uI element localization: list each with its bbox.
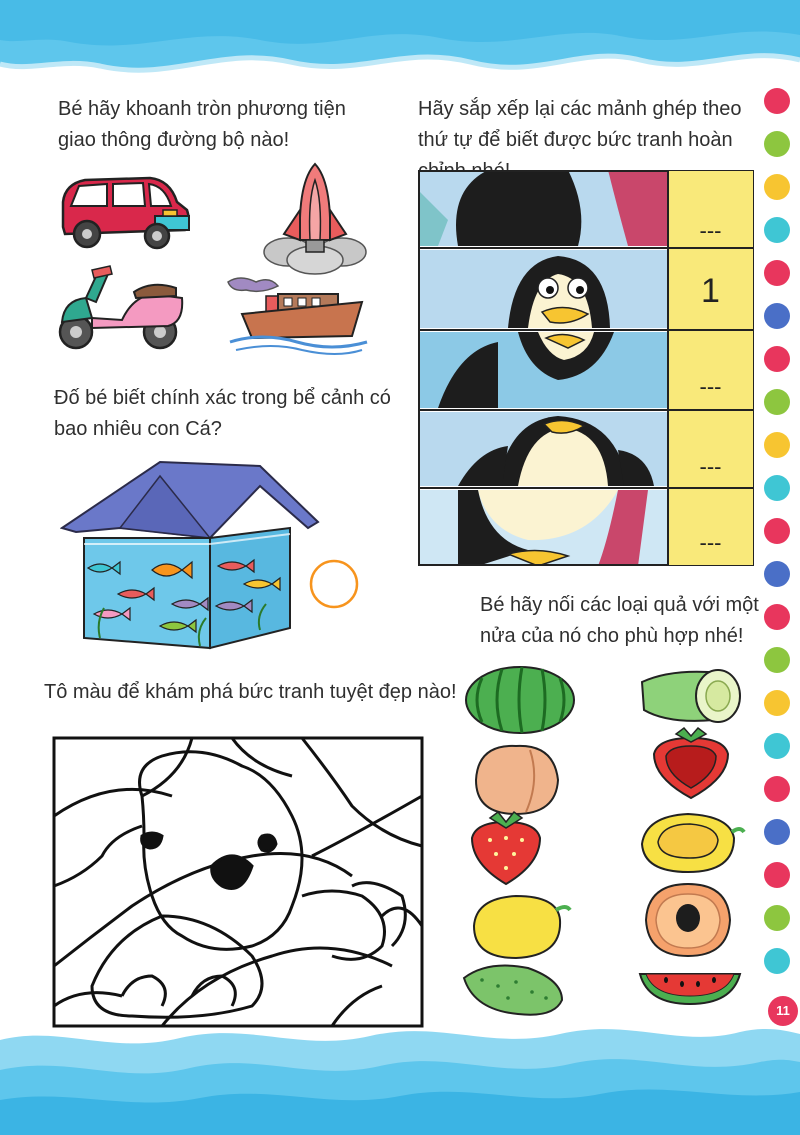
decor-dot — [764, 260, 790, 286]
rocket-illustration[interactable] — [260, 160, 370, 278]
puzzle-piece-2[interactable] — [418, 250, 668, 328]
decor-dot — [764, 174, 790, 200]
mango-whole[interactable] — [466, 890, 574, 962]
puzzle-piece-4[interactable] — [418, 412, 668, 486]
decor-dot — [764, 905, 790, 931]
top-wave-decoration — [0, 0, 800, 95]
decor-dot — [764, 88, 790, 114]
puzzle-slot-2[interactable]: 1 — [701, 272, 720, 310]
puzzle-instruction: Hãy sắp xếp lại các mảnh ghép theo thứ tự để biết được bức tranh hoàn — [418, 98, 742, 151]
puzzle-slot-3[interactable]: --- — [699, 374, 722, 399]
decor-dot — [764, 561, 790, 587]
puzzle-slot-1[interactable]: --- — [699, 218, 722, 243]
car-illustration[interactable] — [55, 172, 193, 252]
puzzle-slot-4[interactable]: --- — [699, 454, 722, 479]
cucumber-half[interactable] — [638, 664, 744, 726]
decor-dot — [764, 518, 790, 544]
decor-dot — [764, 776, 790, 802]
puzzle-slot-5[interactable]: --- — [699, 530, 722, 555]
decor-dot — [764, 690, 790, 716]
cucumber-whole[interactable] — [458, 958, 570, 1020]
peach-whole[interactable] — [470, 740, 562, 818]
fish-instruction: Đố bé biết chính xác trong bể cảnh có bao nhiêu con Cá? — [54, 387, 391, 440]
fish-answer-circle[interactable] — [308, 558, 360, 610]
decor-dot — [764, 819, 790, 845]
decor-dot — [764, 475, 790, 501]
puzzle-piece-1[interactable] — [418, 170, 668, 246]
watermelon-whole[interactable] — [462, 664, 580, 736]
page-number: 11 — [768, 996, 798, 1026]
strawberry-half[interactable] — [648, 726, 734, 802]
puzzle-piece-5[interactable] — [418, 490, 668, 566]
decor-dot — [764, 303, 790, 329]
decor-dot — [764, 948, 790, 974]
vehicles-instruction: Bé hãy khoanh tròn phương tiện giao thông đường bộ nào! — [58, 98, 346, 151]
puzzle-order-slots — [667, 170, 754, 566]
watermelon-slice[interactable] — [636, 964, 744, 1008]
decor-dot — [764, 131, 790, 157]
decor-dot — [764, 604, 790, 630]
aquarium-illustration[interactable] — [60, 458, 325, 660]
ship-illustration[interactable] — [222, 272, 372, 356]
strawberry-whole[interactable] — [466, 808, 546, 888]
decor-dot — [764, 862, 790, 888]
decor-dot — [764, 389, 790, 415]
fruits-instruction: Bé hãy nối các loại quả với một nửa của nó cho phù hợp nhé! — [480, 594, 759, 647]
decor-dot — [764, 432, 790, 458]
decor-dot — [764, 647, 790, 673]
mango-half[interactable] — [636, 808, 746, 876]
scooter-illustration[interactable] — [52, 262, 187, 354]
peach-half[interactable] — [642, 880, 734, 958]
decor-dot — [764, 346, 790, 372]
coloring-picture[interactable] — [52, 736, 424, 1028]
decor-dot — [764, 733, 790, 759]
decor-dot — [764, 217, 790, 243]
puzzle-piece-3[interactable] — [418, 332, 668, 408]
coloring-instruction: Tô màu để khám phá bức tranh tuyệt đẹp nào! — [44, 681, 457, 703]
